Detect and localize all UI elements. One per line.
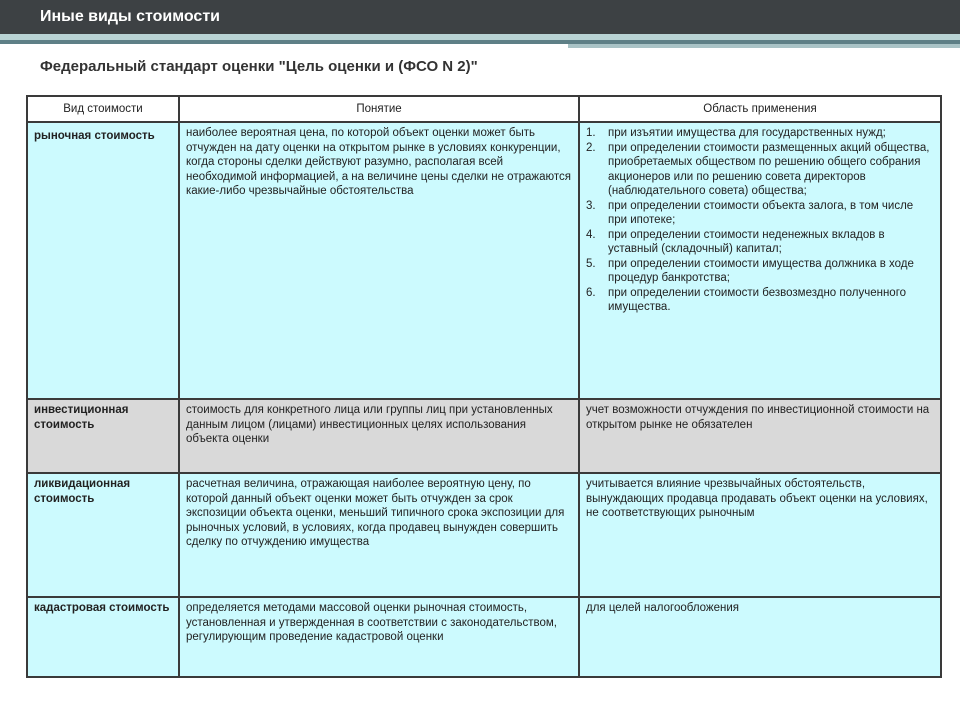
title-bar [0,0,960,34]
column-header: Понятие [179,96,579,122]
value-types-table [26,95,942,678]
value-kind: инвестиционная стоимость [27,399,179,473]
table-row [27,122,941,399]
decor-stripe [568,44,960,48]
column-header: Область применения [579,96,941,122]
table-row [27,399,941,473]
table-row [27,597,941,677]
value-kind: ликвидационная стоимость [27,473,179,597]
table-row [27,473,941,597]
value-concept: расчетная величина, отражающая наиболее вероятную цену, по которой данный объект оценки может быть отчужден за срок экспозиции объекта оценки, меньший типичного срока экспозиции для рыночных условий, в условиях, когда продавец вынужден совершить сделку по отчуждению имущества [179,473,579,597]
value-kind: рыночная стоимость [27,122,179,399]
list-item: 1. при изъятии имущества для государственных нужд; [586,127,886,139]
value-concept: определяется методами массовой оценки рыночная стоимость, установленная и утвержденная в соответствии с законодательством, регулирующим проведение кадастровой оценки [179,597,579,677]
column-header: Вид стоимости [27,96,179,122]
slide-title: Иные виды стоимости [40,8,220,25]
value-use: учитывается влияние чрезвычайных обстоятельств, вынуждающих продавца продавать объект оценки на условиях, не соответствующих рыночным [579,473,941,597]
value-concept: наиболее вероятная цена, по которой объект оценки может быть отчужден на дату оценки на открытом рынке в условиях конкуренции, когда стороны сделки действуют разумно, располагая всей необходимой информацией, а на величине цены сделки не отражаются какие-либо чрезвычайные обстоятельства [179,122,579,399]
uses-list [586,126,934,315]
list-item: 4. при определении стоимости неденежных вкладов в уставный (складочный) капитал; [586,228,885,255]
value-kind: кадастровая стоимость [27,597,179,677]
table-header-row [27,96,941,122]
value-use: для целей налогообложения [579,597,941,677]
list-item: 3. при определении стоимости объекта залога, в том числе при ипотеке; [586,199,914,226]
list-item: 2. при определении стоимости размещенных акций общества, приобретаемых обществом по решению общего собрания акционеров или по решению совета директоров (наблюдательного совета) общества; [586,141,930,197]
value-concept: стоимость для конкретного лица или группы лиц при установленных данным лицом (лицами) инвестиционных целях использования объекта оценки [179,399,579,473]
value-uses [579,122,941,399]
list-item: 5. при определении стоимости имущества должника в ходе процедур банкротства; [586,257,914,284]
list-item: 6. при определении стоимости безвозмездно полученного имущества. [586,286,907,313]
value-use: учет возможности отчуждения по инвестиционной стоимости на открытом рынке не обязателен [579,399,941,473]
slide-subtitle: Федеральный стандарт оценки "Цель оценки и (ФСО N 2)" [40,58,478,75]
